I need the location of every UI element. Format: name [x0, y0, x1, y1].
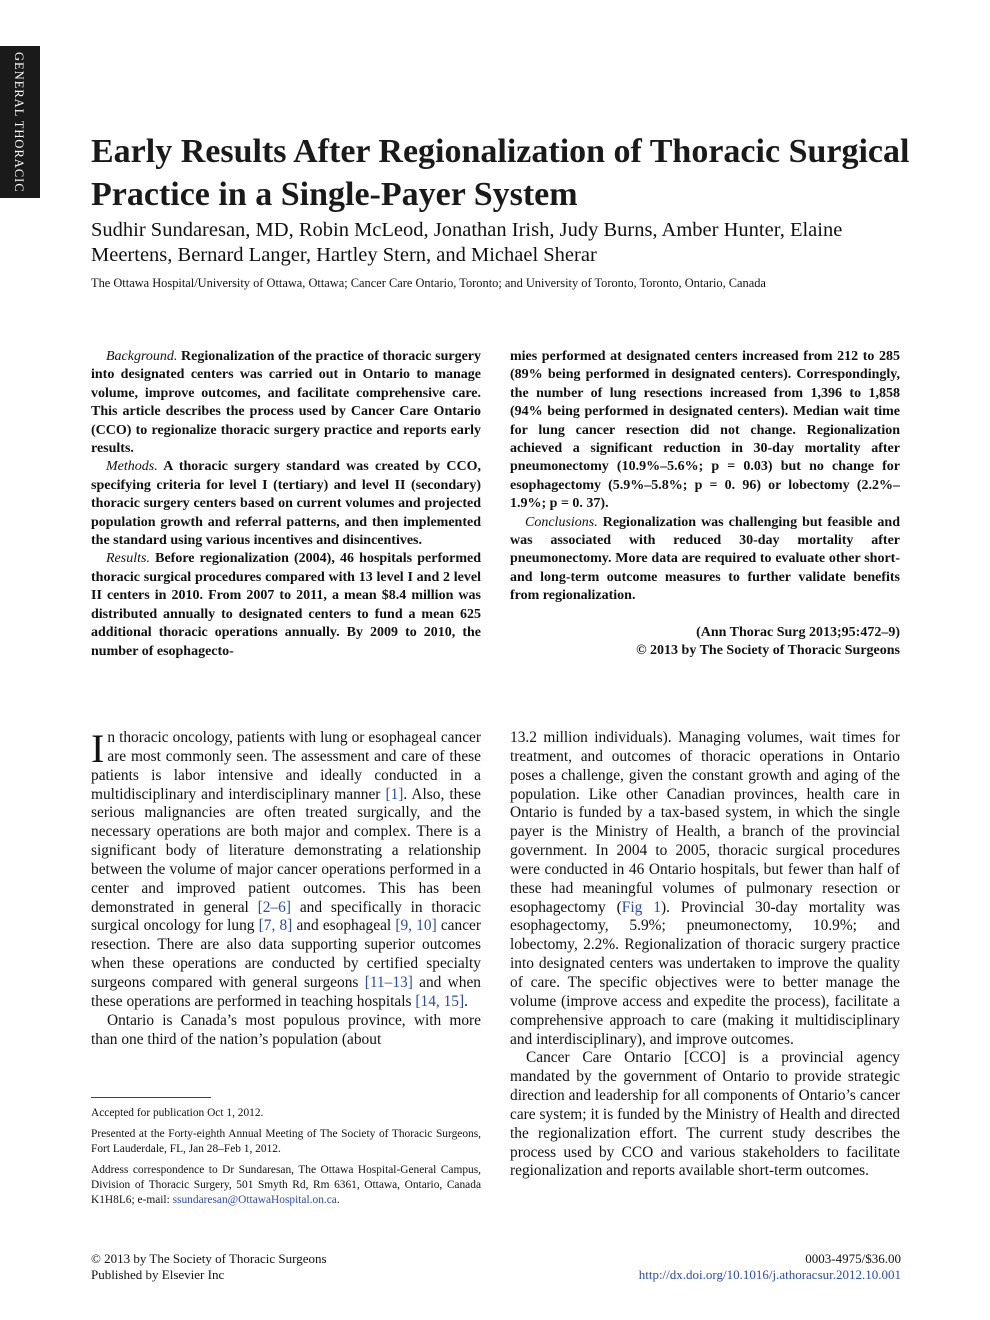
abstract-left-column — [91, 348, 481, 661]
abstract-background: Background. Regionalization of the practice of thoracic surgery into designated centers was carried out in Ontario to manage volume, improve outcomes, and facilitate comprehensive care. This article describes the process used by Cancer Care Ontario (CCO) to regionalize thoracic surgery practice and reports early results. — [91, 349, 481, 457]
intro-paragraph-3: Cancer Care Ontario [CCO] is a provincial agency mandated by the government of Ontario to provide strategic direction and leadership for all components of Ontario’s cancer care system; it is funded by the Ministry of Health and directed the regionalization effort. The current study describes the process used by CCO and various stakeholders to facilitate regionalization and reports available short-term outcomes. — [510, 1049, 900, 1180]
section-tab-label: GENERAL THORACIC — [12, 52, 26, 193]
footer-copyright: © 2013 by The Society of Thoracic Surgeons — [91, 1251, 327, 1266]
conclusions-label: Conclusions. — [525, 514, 598, 530]
doi-link[interactable]: http://dx.doi.org/10.1016/j.athoracsur.2012.10.001 — [638, 1267, 901, 1282]
footnote-divider — [91, 1097, 211, 1098]
reference-link[interactable]: [2–6] — [257, 898, 291, 916]
background-label: Background. — [106, 349, 178, 364]
intro-paragraph-2-continued: 13.2 million individuals). Managing volumes, wait times for treatment, and outcomes of thoracic operations in Ontario poses a challenge, given the constant growth and aging of the population. Like other Canadian provinces, health care in Ontario is funded by a tax-based system, in which the single payer is the Ministry of Health, a branch of the provincial government. In 2004 to 2005, thoracic surgical procedures were conducted in 46 Ontario hospitals, but fewer than half of these had meaningful volumes of pulmonary resection or esophagectomy (Fig 1). Provincial 30-day mortality was esophagectomy, 5.9%; pneumonectomy, 10.9%; and lobectomy, 2.2%. Regionalization of thoracic surgery practice into designated centers was undertaken to improve the quality of care. The specific objectives were to better manage the volume (improve access and expedite the process), facilitate a comprehensive approach to care (making it multidisciplinary and interdisciplinary), and improve outcomes. — [510, 729, 900, 1048]
intro-paragraph-1: In thoracic oncology, patients with lung or esophageal cancer are most commonly seen. The assessment and care of these patients is labor intensive and ideally conducted in a multidisciplinary and interdisciplinary manner [1]. Also, these serious malignancies are often treated surgically, and the necessary operations are both major and complex. There is a significant body of literature demonstrating a relationship between the volume of major cancer operations performed in a center and improved patient outcomes. This has been demonstrated in general [2–6] and specifically in thoracic surgical oncology for lung [7, 8] and esophageal [9, 10] cancer resection. There are also data supporting superior outcomes when these operations are conducted by certified specialty surgeons compared with general surgeons [11–13] and when these operations are performed in teaching hospitals [14, 15]. — [91, 726, 482, 1010]
reference-link[interactable]: [11–13] — [364, 973, 413, 991]
abstract-right-column — [510, 348, 900, 661]
reference-link[interactable]: [1] — [385, 785, 404, 803]
footnotes — [91, 1106, 481, 1214]
reference-link[interactable]: [14, 15] — [415, 992, 465, 1010]
reference-link[interactable]: [7, 8] — [258, 917, 293, 935]
drop-cap: I — [91, 726, 105, 771]
reference-link[interactable]: [9, 10] — [395, 917, 437, 935]
footer-publisher: Published by Elsevier Inc — [91, 1267, 225, 1282]
email-link[interactable]: ssundaresan@OttawaHospital.on.ca — [172, 1194, 337, 1206]
figure-link[interactable]: Fig 1 — [621, 898, 661, 916]
article-title: Early Results After Regionalization of Thoracic Surgical Practice in a Single-Payer System — [91, 133, 910, 213]
accepted-note: Accepted for publication Oct 1, 2012. — [91, 1107, 264, 1119]
abstract-methods: Methods. A thoracic surgery standard was created by CCO, specifying criteria for level I (tertiary) and level II (secondary) thoracic surgery centers based on current volumes and projected population growth and referral patterns, and then implemented the standard using various incentives and disincentives. — [91, 459, 481, 549]
body-right-column — [510, 729, 900, 1181]
body-left-column — [91, 726, 482, 1049]
intro-paragraph-2: Ontario is Canada’s most populous province, with more than one third of the nation’s population (about — [91, 1011, 481, 1048]
journal-citation: (Ann Thorac Surg 2013;95:472–9) © 2013 by The Society of Thoracic Surgeons — [636, 624, 900, 659]
presented-note: Presented at the Forty-eighth Annual Meeting of The Society of Thoracic Surgeons, Fort Lauderdale, FL, Jan 28–Feb 1, 2012. — [91, 1128, 481, 1155]
methods-label: Methods. — [106, 459, 158, 475]
abstract-results-continued: mies performed at designated centers increased from 212 to 285 (89% being performed in designated centers). Correspondingly, the number of lung resections increased from 1,396 to 1,858 (94% being performed in designated centers). Median wait time for lung cancer resection did not change. Regionalization achieved a significant reduction in 30-day mortality after pneumonectomy (10.9%–5.6%; p = 0.03) but no change for esophagectomy (5.9%–5.8%; p = 0. 96) or lobectomy (2.2%–1.9%; p = 0. 37). — [510, 349, 900, 512]
author-list: Sudhir Sundaresan, MD, Robin McLeod, Jonathan Irish, Judy Burns, Amber Hunter, Elaine Meertens, Bernard Langer, Hartley Stern, and Michael Sherar — [91, 219, 843, 266]
abstract-results: Results. Before regionalization (2004), 46 hospitals performed thoracic surgical procedures compared with 13 level I and 2 level II centers in 2010. From 2007 to 2011, a mean $8.4 million was distributed annually to designated centers to fund a mean 625 additional thoracic operations annually. By 2009 to 2010, the number of esophagecto- — [91, 551, 481, 659]
footer-issn: 0003-4975/$36.00 — [805, 1251, 901, 1266]
affiliation: The Ottawa Hospital/University of Ottawa, Ottawa; Cancer Care Ontario, Toronto; and University of Toronto, Toronto, Ontario, Canada — [91, 276, 766, 290]
section-tab — [0, 46, 40, 198]
abstract-conclusions: Conclusions. Regionalization was challenging but feasible and was associated with reduced 30-day mortality after pneumonectomy. More data are required to evaluate other short- and long-term outcome measures to further validate benefits from regionalization. — [510, 514, 900, 604]
correspondence-note: Address correspondence to Dr Sundaresan, The Ottawa Hospital-General Campus, Division of Thoracic Surgery, 501 Smyth Rd, Rm 6361, Ottawa, Ontario, Canada K1H8L6; e-mail: ssundaresan@OttawaHospital.on.ca. — [91, 1164, 481, 1206]
results-label: Results. — [106, 551, 150, 567]
footer-left — [91, 1251, 491, 1283]
footer-right — [540, 1251, 901, 1283]
